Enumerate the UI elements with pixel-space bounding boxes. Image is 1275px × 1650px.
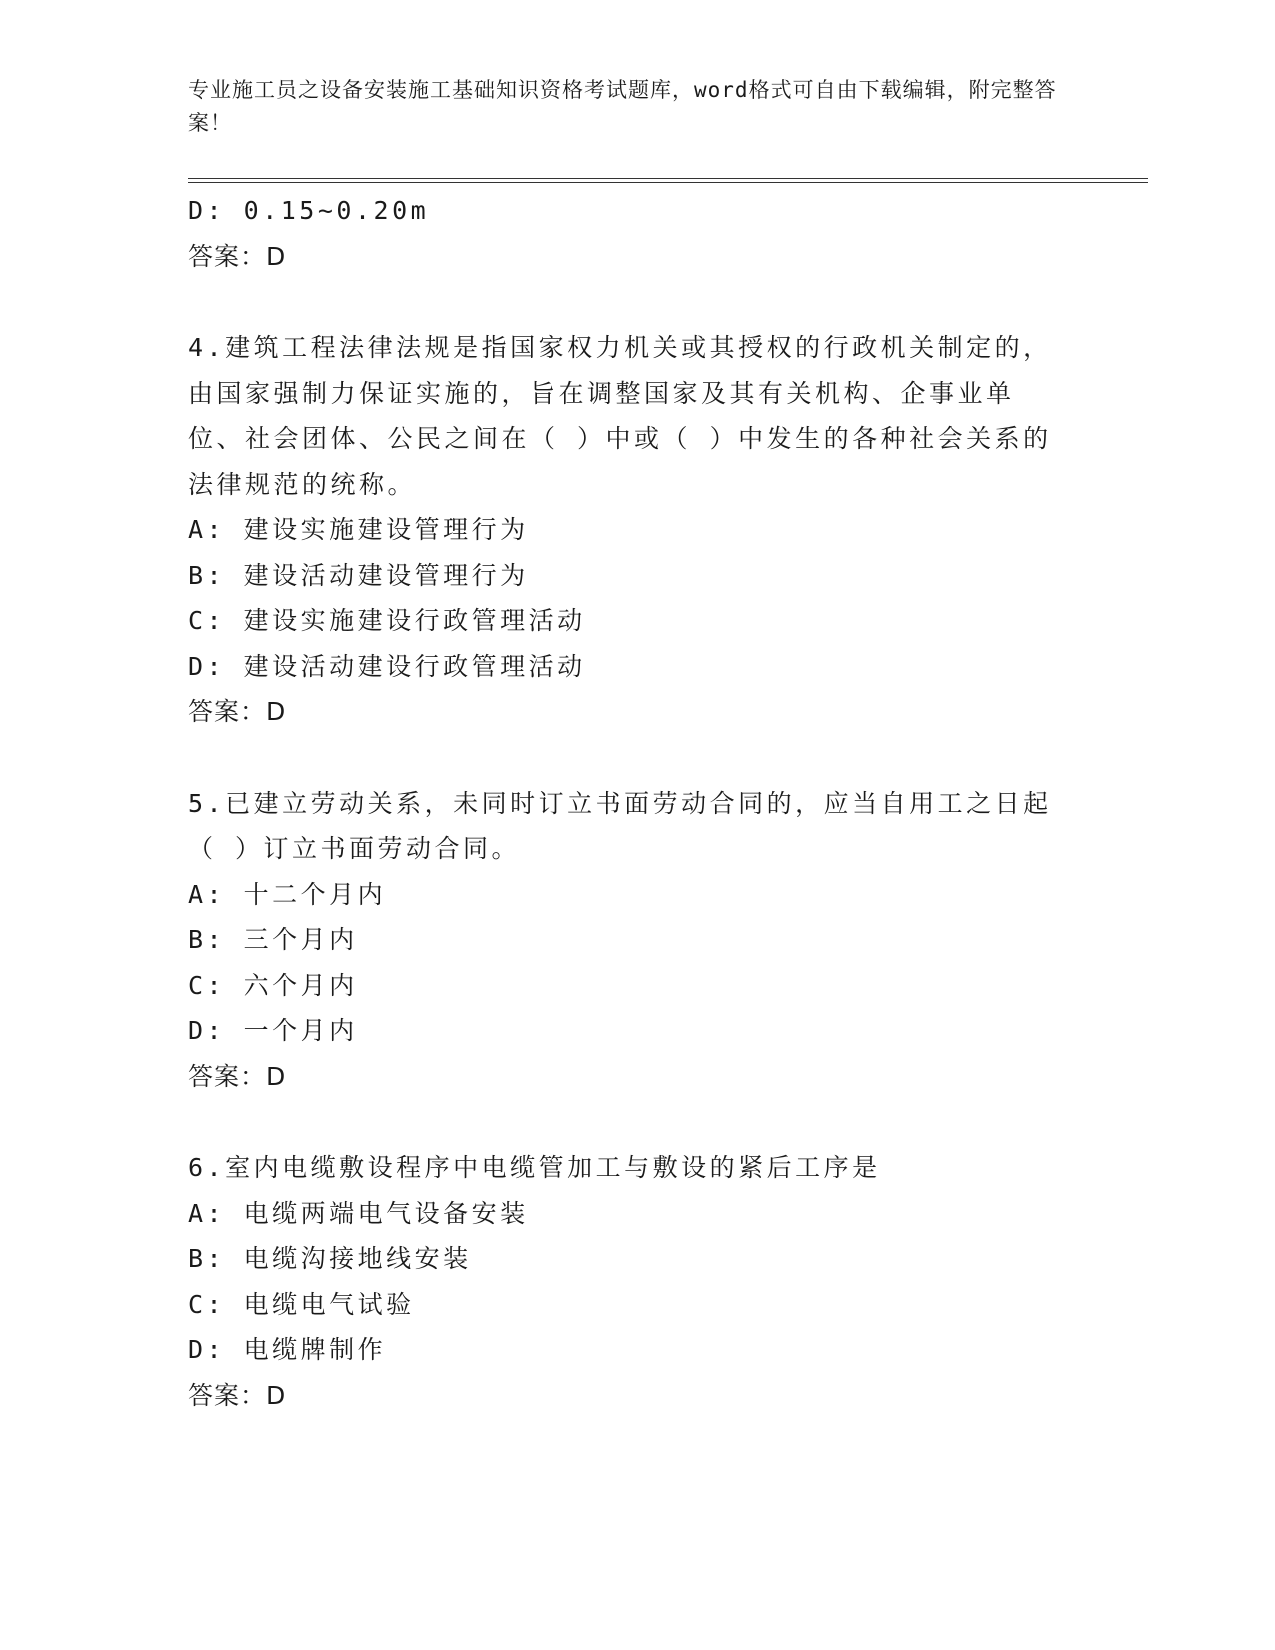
header-divider xyxy=(188,178,1148,183)
question-4-option-b: B: 建设活动建设管理行为 xyxy=(188,560,529,590)
question-5-text: 5.已建立劳动关系，未同时订立书面劳动合同的，应当自用工之日起（ ）订立书面劳动合同。 xyxy=(188,788,1052,863)
question-6-option-d: D: 电缆牌制作 xyxy=(188,1335,387,1364)
spacer xyxy=(188,1099,1148,1145)
question-5-option-d: D: 一个月内 xyxy=(188,1016,358,1045)
question-5-option-b: B: 三个月内 xyxy=(188,925,358,954)
question-6-option-c: C: 电缆电气试验 xyxy=(188,1289,415,1319)
question-4-answer: 答案：D xyxy=(188,697,287,726)
page-header: 专业施工员之设备安装施工基础知识资格考试题库，word格式可自由下载编辑，附完整答案！ xyxy=(188,78,1057,135)
question-content xyxy=(188,188,1148,1418)
question-5-option-a: A: 十二个月内 xyxy=(188,879,387,909)
question-6-option-a: A: 电缆两端电气设备安装 xyxy=(188,1198,529,1228)
prev-answer: 答案：D xyxy=(188,241,287,271)
question-6-text: 6.室内电缆敷设程序中电缆管加工与敷设的紧后工序是 xyxy=(188,1153,881,1182)
spacer xyxy=(188,735,1148,781)
question-5-option-c: C: 六个月内 xyxy=(188,970,358,1000)
question-4-option-c: C: 建设实施建设行政管理活动 xyxy=(188,606,586,635)
question-4-text: 4.建筑工程法律法规是指国家权力机关或其授权的行政机关制定的，由国家强制力保证实施的，旨在调整国家及其有关机构、企事业单位、社会团体、公民之间在（ ）中或（ ）中发生的各种社会关系的法律规范的统称。 xyxy=(188,333,1052,499)
question-4 xyxy=(188,325,1148,735)
spacer xyxy=(188,279,1148,325)
question-6-option-b: B: 电缆沟接地线安装 xyxy=(188,1244,472,1273)
question-5 xyxy=(188,781,1148,1100)
question-4-option-d: D: 建设活动建设行政管理活动 xyxy=(188,651,586,681)
question-4-option-a: A: 建设实施建设管理行为 xyxy=(188,515,529,544)
question-6 xyxy=(188,1145,1148,1418)
question-5-answer: 答案：D xyxy=(188,1061,287,1091)
prev-option-d: D: 0.15~0.20m xyxy=(188,196,430,225)
question-6-answer: 答案：D xyxy=(188,1380,287,1410)
